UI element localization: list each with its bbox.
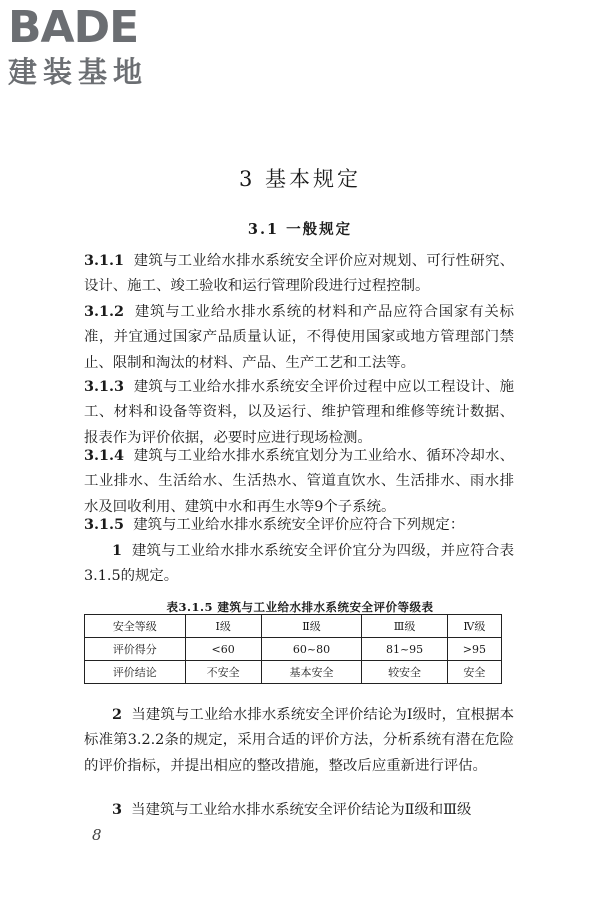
table-row xyxy=(85,638,502,661)
item-3 xyxy=(84,797,514,823)
clause-number: 3.1.1 xyxy=(84,252,125,269)
table-cell: 不安全 xyxy=(185,661,261,684)
table-cell: 评价结论 xyxy=(85,661,186,684)
clause-text: 建筑与工业给水排水系统宜划分为工业给水、循环冷却水、工业排水、生活给水、生活热水、管道直饮水、生活排水、雨水排水及回收利用、建筑中水和再生水等9个子系统。 xyxy=(84,448,514,515)
clause-text: 建筑与工业给水排水系统安全评价过程中应以工程设计、施工、材料和设备等资料，以及运行、维护管理和维修等统计数据、报表作为评价依据，必要时应进行现场检测。 xyxy=(84,379,514,446)
table-cell: 81~95 xyxy=(362,638,447,661)
clause-3-1-3 xyxy=(84,374,514,451)
table-caption: 表3.1.5 建筑与工业给水排水系统安全评价等级表 xyxy=(166,600,434,614)
logo-wordmark: BADE xyxy=(8,2,139,53)
clause-3-1-1 xyxy=(84,248,514,300)
item-text: 建筑与工业给水排水系统安全评价宜分为四级，并应符合表3.1.5的规定。 xyxy=(84,543,514,585)
table-cell: Ⅳ级 xyxy=(447,615,501,638)
item-text: 当建筑与工业给水排水系统安全评价结论为Ⅰ级时，宜根据本标准第3.2.2条的规定，采用合适的评价方法，分析系统有潜在危险的评价指标，并提出相应的整改措施，整改后应重新进行评估。 xyxy=(84,707,515,774)
table-cell: 安全 xyxy=(447,661,501,684)
table-cell: 60~80 xyxy=(261,638,362,661)
page-number: 8 xyxy=(92,826,102,844)
item-text: 当建筑与工业给水排水系统安全评价结论为Ⅱ级和Ⅲ级 xyxy=(131,802,472,818)
table-cell: 基本安全 xyxy=(261,661,362,684)
safety-grade-table xyxy=(84,614,502,684)
clause-number: 3.1.5 xyxy=(84,516,125,533)
item-2 xyxy=(84,702,514,779)
item-number: 1 xyxy=(112,542,123,559)
logo-subtitle: 建装基地 xyxy=(8,55,149,89)
section-title: 3.1 一般规定 xyxy=(247,221,353,238)
clause-3-1-5 xyxy=(84,512,514,538)
table-cell: 较安全 xyxy=(362,661,447,684)
table-cell: Ⅱ级 xyxy=(261,615,362,638)
item-1 xyxy=(84,538,514,590)
table-row xyxy=(85,661,502,684)
chapter-title: 3 基本规定 xyxy=(238,167,362,191)
table-cell: Ⅲ级 xyxy=(362,615,447,638)
clause-3-1-2 xyxy=(84,299,514,376)
table-cell: Ⅰ级 xyxy=(185,615,261,638)
table-cell: >95 xyxy=(447,638,501,661)
table-cell: <60 xyxy=(185,638,261,661)
clause-text: 建筑与工业给水排水系统安全评价应符合下列规定： xyxy=(133,517,465,533)
table-row xyxy=(85,615,502,638)
item-number: 2 xyxy=(112,706,123,723)
clause-number: 3.1.2 xyxy=(84,303,125,320)
clause-3-1-4 xyxy=(84,443,514,520)
clause-text: 建筑与工业给水排水系统安全评价应对规划、可行性研究、设计、施工、竣工验收和运行管理阶段进行过程控制。 xyxy=(84,253,514,295)
table-cell: 评价得分 xyxy=(85,638,186,661)
clause-text: 建筑与工业给水排水系统的材料和产品应符合国家有关标准，并宜通过国家产品质量认证，不得使用国家或地方管理部门禁止、限制和淘汰的材料、产品、生产工艺和工法等。 xyxy=(84,304,514,371)
table-cell: 安全等级 xyxy=(85,615,186,638)
logo xyxy=(8,4,178,90)
clause-number: 3.1.3 xyxy=(84,378,125,395)
clause-number: 3.1.4 xyxy=(84,447,125,464)
item-number: 3 xyxy=(112,801,123,818)
